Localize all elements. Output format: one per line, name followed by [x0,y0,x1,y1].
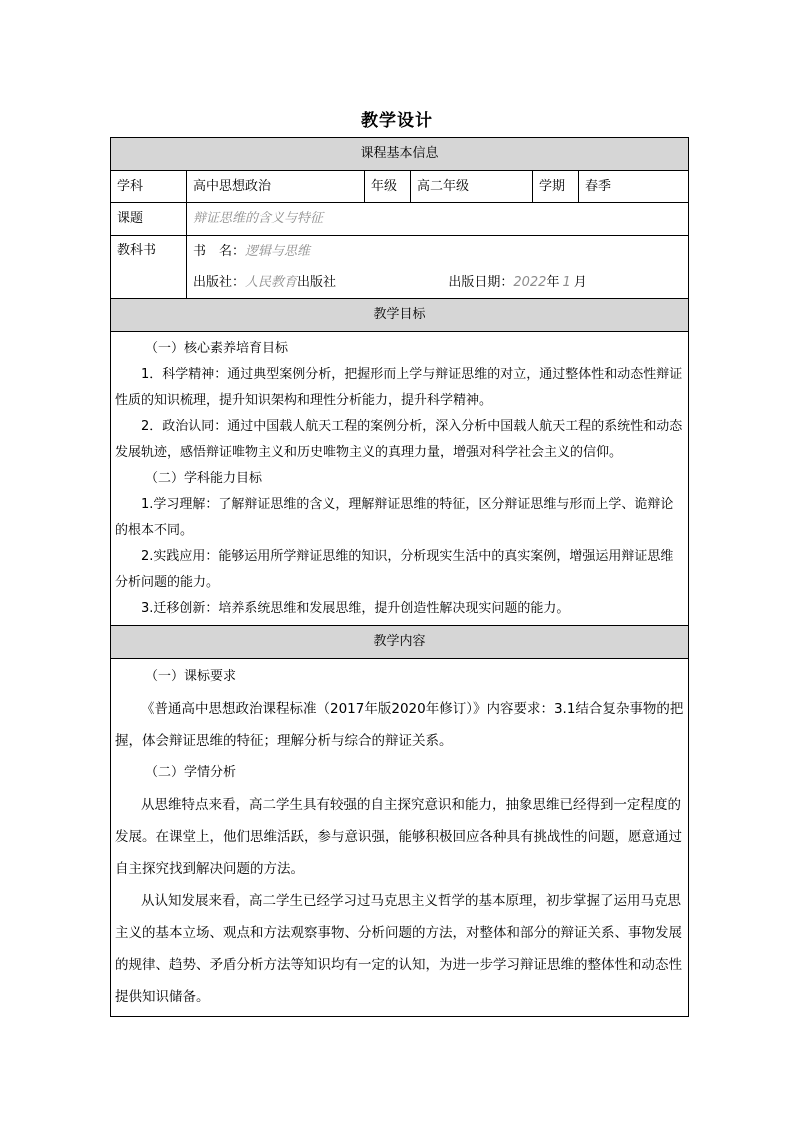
textbook-label: 教科书 [111,236,187,299]
topic-label: 课题 [111,203,187,236]
objective-item-1: 1．科学精神：通过典型案例分析，把握形而上学与辩证思维的对立，通过整体性和动态性辩证性质的知识梳理，提升知识架构和理性分析能力，提升科学精神。 [115,367,683,408]
topic-value: 辩证思维的含义与特征 [187,203,689,236]
content-paragraph-1: 《普通高中思想政治课程标准（2017年版2020年修订）》内容要求：3.1结合复杂事物的把握，体会辩证思维的特征；理解分析与综合的辩证关系。 [115,701,684,749]
objective-item-4: 2.实践应用：能够运用所学辩证思维的知识，分析现实生活中的真实案例，增强运用辩证思维分析问题的能力。 [115,549,674,590]
textbook-info [187,236,689,299]
publisher-value: 人民教育 [245,275,298,290]
publisher-suffix: 出版社 [297,275,337,290]
subject-value: 高中思想政治 [187,171,365,203]
content-body [111,659,689,1017]
publisher-line [193,267,682,298]
term-label: 学期 [533,171,579,203]
objectives-header: 教学目标 [111,299,689,332]
objective-item-3: 1.学习理解：了解辩证思维的含义，理解辩证思维的特征，区分辩证思维与形而上学、诡辩论的根本不同。 [115,497,674,538]
objectives-section-2-title: （二）学科能力目标 [145,471,263,486]
term-value: 春季 [579,171,689,203]
grade-label: 年级 [365,171,411,203]
page-title: 教学设计 [361,111,433,131]
book-name-value: 逻辑与思维 [245,244,311,259]
content-paragraph-3: 从认知发展来看，高二学生已经学习过马克思主义哲学的基本原理，初步掌握了运用马克思主义的基本立场、观点和方法观察事物、分析问题的方法，对整体和部分的辩证关系、事物发展的规律、趋势、矛盾分析方法等知识均有一定的认知，为进一步学习辩证思维的整体性和动态性提供知识储备。 [115,893,682,1005]
pub-year: 2022 [513,275,547,290]
lesson-plan-table [110,137,689,1017]
publisher-label: 出版社： [193,275,246,290]
month-char: 月 [573,275,587,290]
objectives-section-1-title: （一）核心素养培育目标 [145,341,289,356]
content-header: 教学内容 [111,626,689,659]
year-char: 年 [546,275,560,290]
content-paragraph-2: 从思维特点来看，高二学生具有较强的自主探究意识和能力，抽象思维已经得到一定程度的发展。在课堂上，他们思维活跃，参与意识强，能够积极回应各种具有挑战性的问题，愿意通过自主探究找到解决问题的方法。 [115,797,682,877]
objective-item-2: 2．政治认同：通过中国载人航天工程的案例分析，深入分析中国载人航天工程的系统性和动态发展轨迹，感悟辩证唯物主义和历史唯物主义的真理力量，增强对科学社会主义的信仰。 [115,419,683,460]
content-section-1-title: （一）课标要求 [145,669,237,684]
pub-date-label: 出版日期： [448,275,514,290]
content-section-2-title: （二）学情分析 [145,765,237,780]
book-name-line [193,236,682,267]
objective-item-5: 3.迁移创新：培养系统思维和发展思维，提升创造性解决现实问题的能力。 [141,601,570,616]
basic-info-header: 课程基本信息 [111,138,689,171]
pub-month: 1 [562,275,571,290]
subject-label: 学科 [111,171,187,203]
objectives-body [111,332,689,626]
grade-value: 高二年级 [411,171,533,203]
book-name-label: 书 名： [193,244,246,259]
